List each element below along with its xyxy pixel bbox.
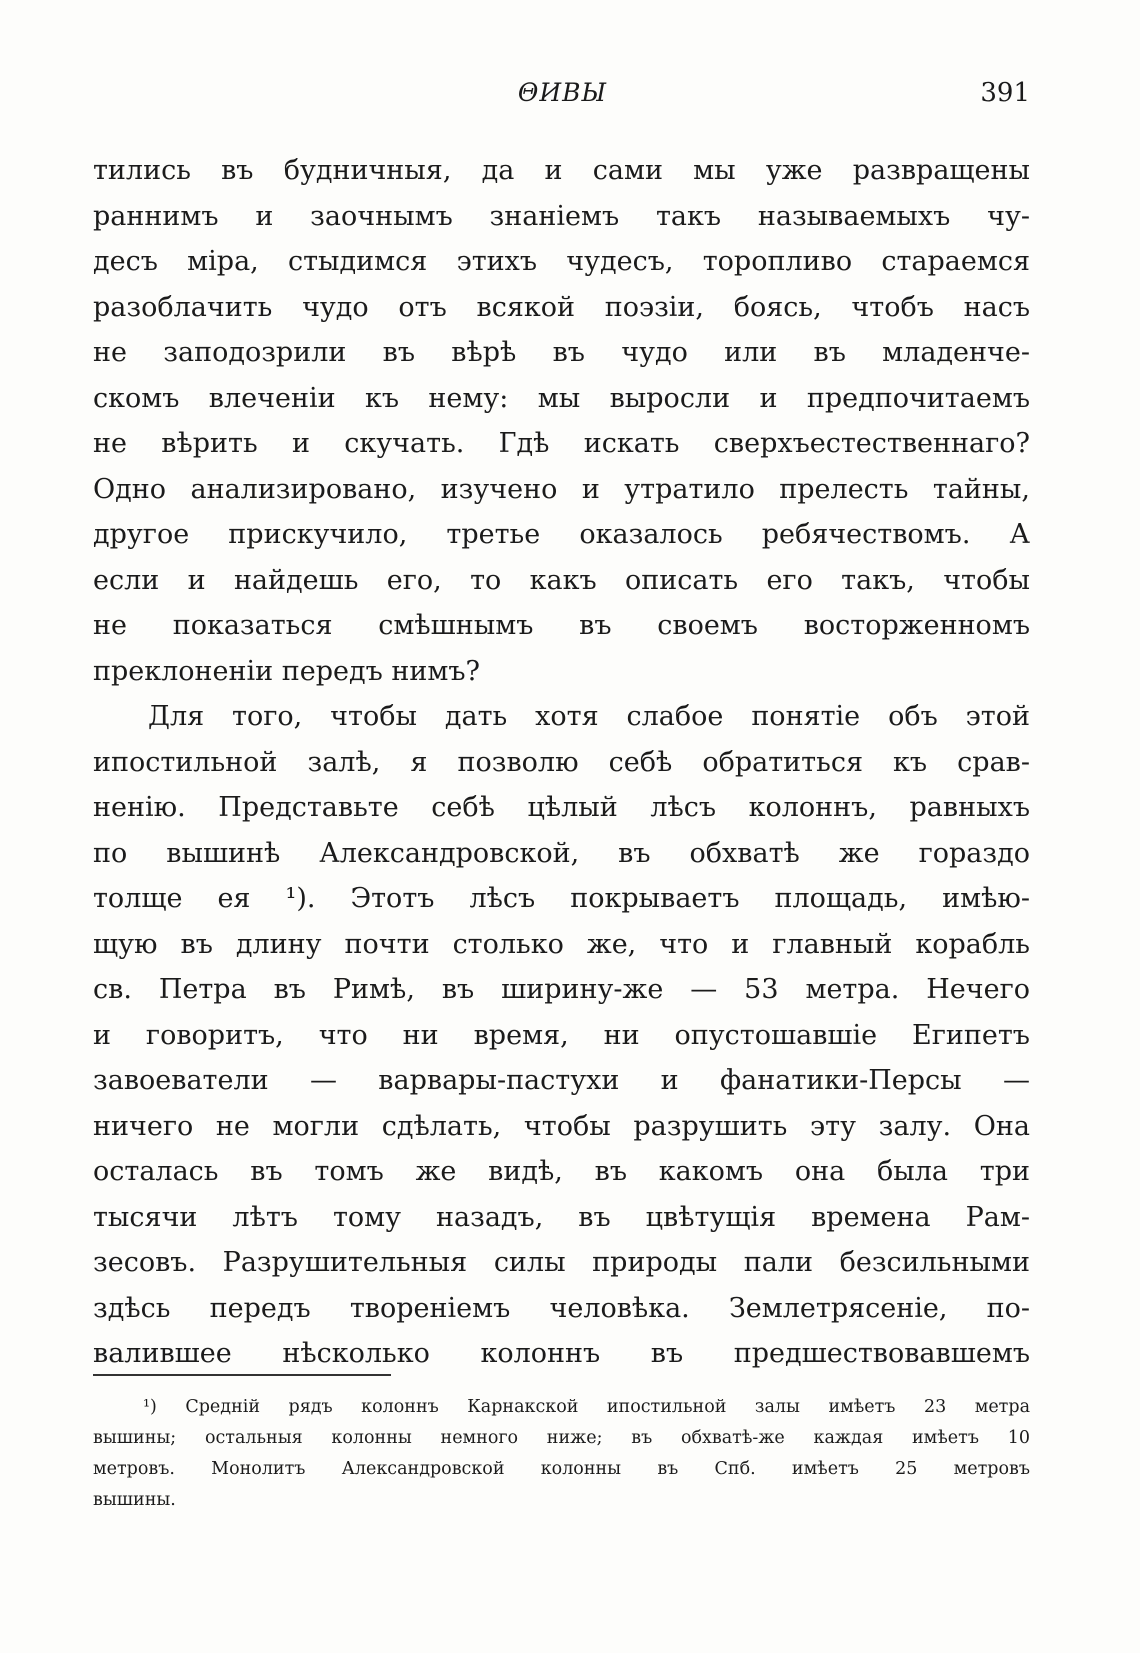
footnote-line: метровъ. Монолитъ Александровской колонны въ Спб. имѣетъ 25 метровъ bbox=[93, 1459, 1030, 1479]
text-line: разоблачить чудо отъ всякой поэзіи, боясь, чтобъ насъ bbox=[93, 291, 1030, 323]
text-line: и говоритъ, что ни время, ни опустошавшіе Египетъ bbox=[93, 1019, 1030, 1051]
text-line: толще ея ¹). Этотъ лѣсъ покрываетъ площадь, имѣю- bbox=[93, 883, 1030, 914]
footnote-line: вышины; остальныя колонны немного ниже; въ обхватѣ-же каждая имѣетъ 10 bbox=[93, 1428, 1030, 1448]
running-title: ΘИВЫ bbox=[517, 78, 608, 107]
text-line: валившее нѣсколько колоннъ въ предшествовавшемъ bbox=[93, 1338, 1030, 1369]
text-line: если и найдешь его, то какъ описать его такъ, чтобы bbox=[93, 564, 1030, 596]
text-line: зесовъ. Разрушительныя силы природы пали безсильными bbox=[93, 1247, 1030, 1278]
text-line: не заподозрили въ вѣрѣ въ чудо или въ младенче- bbox=[93, 337, 1030, 368]
footnote bbox=[93, 1392, 1030, 1516]
text-line: осталась въ томъ же видѣ, въ какомъ она была три bbox=[93, 1156, 1030, 1187]
text-line: десъ міра, стыдимся этихъ чудесъ, торопливо стараемся bbox=[93, 246, 1030, 277]
text-line: не показаться смѣшнымъ въ своемъ восторженномъ bbox=[93, 610, 1030, 641]
text-line: св. Петра въ Римѣ, въ ширину-же — 53 метра. Нечего bbox=[93, 974, 1030, 1005]
body-text bbox=[93, 148, 1030, 1377]
text-line: по вышинѣ Александровской, въ обхватѣ же гораздо bbox=[93, 837, 1030, 869]
text-line: тились въ будничныя, да и сами мы уже развращены bbox=[93, 155, 1030, 186]
paragraph-1 bbox=[93, 148, 1030, 694]
text-line: ненію. Представьте себѣ цѣлый лѣсъ колоннъ, равныхъ bbox=[93, 792, 1030, 823]
text-line: здѣсь передъ твореніемъ человѣка. Землетрясеніе, по- bbox=[93, 1292, 1030, 1324]
text-line: Для того, чтобы дать хотя слабое понятіе объ этой bbox=[148, 701, 1030, 732]
text-line: завоеватели — варвары-пастухи и фанатики-Персы — bbox=[93, 1065, 1030, 1096]
page-number: 391 bbox=[980, 78, 1030, 108]
text-line: преклоненіи передъ нимъ? bbox=[93, 655, 480, 687]
footnote-line: вышины. bbox=[93, 1490, 176, 1510]
text-line: ипостильной залѣ, я позволю себѣ обратиться къ срав- bbox=[93, 746, 1030, 778]
text-line: раннимъ и заочнымъ знаніемъ такъ называемыхъ чу- bbox=[93, 200, 1030, 232]
page-header bbox=[95, 78, 1030, 118]
text-line: тысячи лѣтъ тому назадъ, въ цвѣтущія времена Рам- bbox=[93, 1201, 1030, 1233]
text-line: ничего не могли сдѣлать, чтобы разрушить эту залу. Она bbox=[93, 1110, 1030, 1142]
footnote-line: ¹) Средній рядъ колоннъ Карнакской ипостильной залы имѣетъ 23 метра bbox=[143, 1397, 1030, 1417]
footnote-divider bbox=[93, 1374, 391, 1376]
text-line: другое прискучило, третье оказалось ребячествомъ. А bbox=[93, 519, 1030, 550]
text-line: щую въ длину почти столько же, что и главный корабль bbox=[93, 928, 1030, 960]
paragraph-2 bbox=[93, 694, 1030, 1377]
text-line: не вѣрить и скучать. Гдѣ искать сверхъестественнаго? bbox=[93, 428, 1030, 459]
text-line: скомъ влеченіи къ нему: мы выросли и предпочитаемъ bbox=[93, 382, 1030, 414]
text-line: Одно анализировано, изучено и утратило прелесть тайны, bbox=[93, 473, 1030, 505]
